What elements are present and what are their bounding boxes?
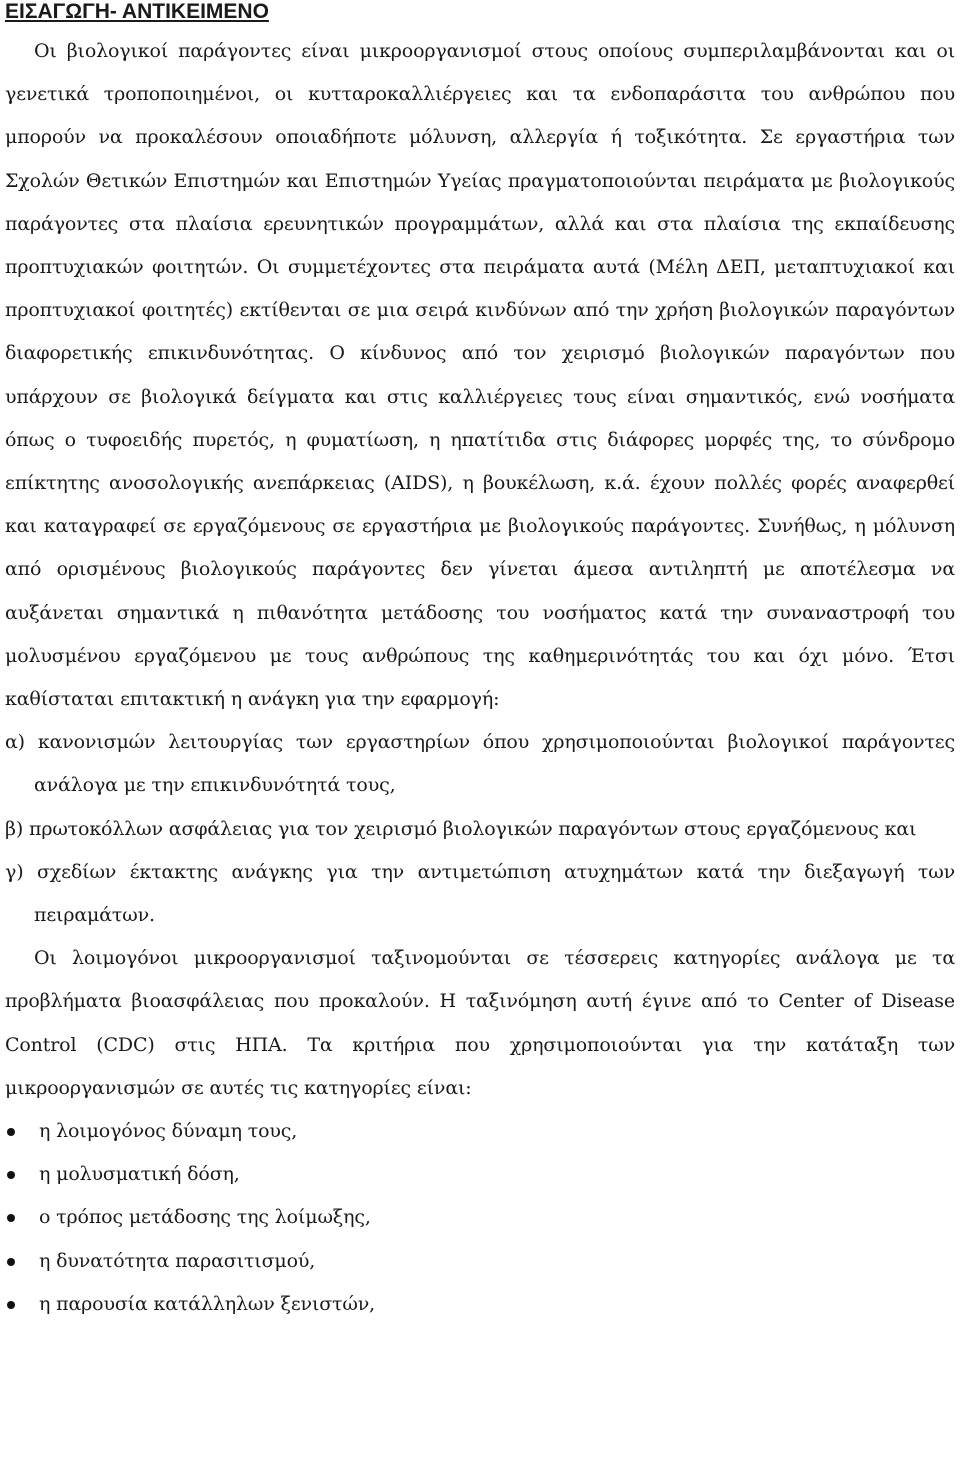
bullet-item: [5, 1283, 955, 1326]
bullet-item: [5, 1110, 955, 1153]
classification-paragraph: Οι λοιμογόνοι μικροοργανισμοί ταξινομούνται σε τέσσερεις κατηγορίες ανάλογα με τα προβλήματα βιοασφάλειας που προκαλούν. Η ταξινόμηση αυτή έγινε από το Center of Disease Control (CDC) στις ΗΠΑ. Τα κριτήρια που χρησιμοποιούνται για την κατάταξη των μικροοργανισμών σε αυτές τις κατηγορίες είναι:: [5, 947, 955, 1099]
requirements-list: [5, 721, 955, 937]
list-item-b: β) πρωτοκόλλων ασφάλειας για τον χειρισμό βιολογικών παραγόντων στους εργαζόμενους και: [5, 817, 917, 840]
bullet-icon: [7, 1171, 15, 1179]
list-item-c: γ) σχεδίων έκτακτης ανάγκης για την αντιμετώπιση ατυχημάτων κατά την διεξαγωγή των πειραμάτων.: [5, 860, 955, 927]
bullet-text: η μολυσματική δόση,: [39, 1163, 240, 1186]
bullet-text: η δυνατότητα παρασιτισμού,: [39, 1249, 316, 1272]
bullet-item: [5, 1240, 955, 1283]
bullet-item: [5, 1196, 955, 1239]
intro-paragraph: Οι βιολογικοί παράγοντες είναι μικροοργανισμοί στους οποίους συμπεριλαμβάνονται και οι γενετικά τροποποιημένοι, οι κυτταροκαλλιέργειες και τα ενδοπαράσιτα του ανθρώπου που μπορούν να προκαλέσουν οποιαδήποτε μόλυνση, αλλεργία ή τοξικότητα. Σε εργαστήρια των Σχολών Θετικών Επιστημών και Επιστημών Υγείας πραγματοποιούνται πειράματα με βιολογικούς παράγοντες στα πλαίσια ερευνητικών προγραμμάτων, αλλά και στα πλαίσια της εκπαίδευσης προπτυχιακών φοιτητών. Οι συμμετέχοντες στα πειράματα αυτά (Μέλη ΔΕΠ, μεταπτυχιακοί και προπτυχιακοί φοιτητές) εκτίθενται σε μια σειρά κινδύνων από την χρήση βιολογικών παραγόντων διαφορετικής επικινδυνότητας. Ο κίνδυνος από τον χειρισμό βιολογικών παραγόντων που υπάρχουν σε βιολογικά δείγματα και στις καλλιέργειες τους είναι σημαντικός, ενώ νοσήματα όπως ο τυφοειδής πυρετός, η φυματίωση, η ηπατίτιδα στις διάφορες μορφές της, το σύνδρομο επίκτητης ανοσολογικής ανεπάρκειας (AIDS), η βουκέλωση, κ.ά. έχουν πολλές φορές αναφερθεί και καταγραφεί σε εργαζόμενους σε εργαστήρια με βιολογικούς παράγοντες. Συνήθως, η μόλυνση από ορισμένους βιολογικούς παράγοντες δεν γίνεται άμεσα αντιληπτή με αποτέλεσμα να αυξάνεται σημαντικά η πιθανότητα μετάδοσης του νοσήματος κατά την συναναστροφή του μολυσμένου εργαζόμενου με τους ανθρώπους της καθημερινότητάς του και όχι μόνο. Έτσι καθίσταται επιτακτική η ανάγκη για την εφαρμογή:: [5, 40, 955, 711]
bullet-text: η παρουσία κατάλληλων ξενιστών,: [39, 1292, 376, 1315]
document-page: [5, 0, 955, 1326]
section-heading: ΕΙΣΑΓΩΓΗ- ΑΝΤΙΚΕΙΜΕΝΟ: [5, 0, 269, 23]
bullet-text: ο τρόπος μετάδοσης της λοίμωξης,: [39, 1206, 371, 1229]
criteria-bullet-list: [5, 1110, 955, 1326]
bullet-icon: [7, 1214, 15, 1222]
bullet-icon: [7, 1258, 15, 1266]
bullet-item: [5, 1153, 955, 1196]
list-item-a: α) κανονισμών λειτουργίας των εργαστηρίων όπου χρησιμοποιούνται βιολογικοί παράγοντες ανάλογα με την επικινδυνότητά τους,: [5, 731, 955, 797]
bullet-icon: [7, 1128, 15, 1136]
bullet-icon: [7, 1301, 15, 1309]
bullet-text: η λοιμογόνος δύναμη τους,: [39, 1120, 298, 1143]
